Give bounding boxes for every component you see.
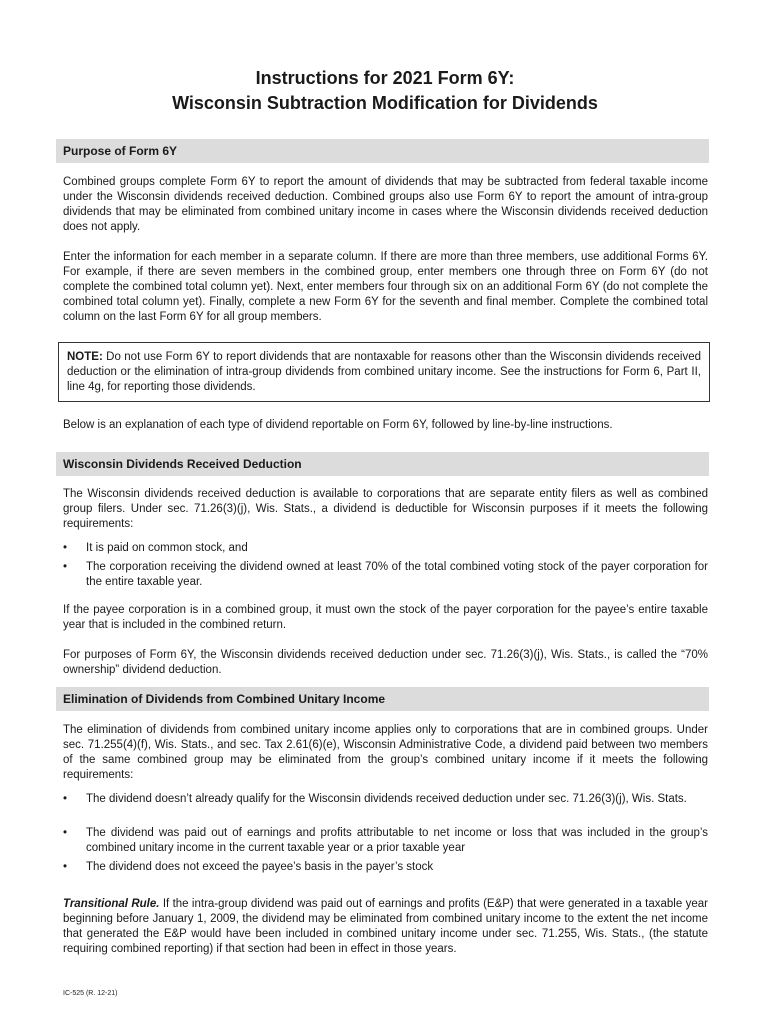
drd-paragraph-2: If the payee corporation is in a combined group, it must own the stock of the payer corporation for the payee’s entire taxable year that is included in the combined return.: [63, 604, 708, 631]
note-label: NOTE:: [67, 351, 103, 363]
document-title-line1: Instructions for 2021 Form 6Y:: [255, 68, 515, 88]
list-item: [63, 826, 708, 856]
list-item-text: The dividend does not exceed the payee’s basis in the payer’s stock: [86, 861, 434, 873]
bullet-icon: •: [63, 542, 68, 554]
note-text: Do not use Form 6Y to report dividends that are nontaxable for reasons other than the Wisconsin dividends received deduction or the elimination of intra-group dividends from combined unitary income. See the instructions for Form 6, Part II, line 4g, for reporting those dividends.: [67, 351, 701, 393]
form-code: IC-525 (R. 12-21): [63, 990, 118, 997]
list-item: [63, 560, 708, 590]
purpose-paragraph-1: Combined groups complete Form 6Y to report the amount of dividends that may be subtracted from federal taxable income under the Wisconsin dividends received deduction. Combined groups also use Form 6Y to report the amount of intra-group dividends that may be eliminated from combined unitary income in cases where the Wisconsin dividends received deduction does not apply.: [63, 176, 708, 233]
list-item-text: The dividend doesn’t already qualify for the Wisconsin dividends received deduction under sec. 71.26(3)(j), Wis. Stats.: [86, 793, 687, 805]
drd-paragraph-3: For purposes of Form 6Y, the Wisconsin dividends received deduction under sec. 71.26(3)(j), Wis. Stats., is called the “70% ownership” dividend deduction.: [63, 649, 708, 676]
list-item: [63, 541, 708, 556]
section-heading-purpose: Purpose of Form 6Y: [56, 139, 709, 163]
section-heading-drd: Wisconsin Dividends Received Deduction: [56, 452, 709, 476]
document-title-line2: Wisconsin Subtraction Modification for Dividends: [172, 93, 598, 113]
list-item: [63, 792, 708, 807]
section-heading-elimination: Elimination of Dividends from Combined Unitary Income: [56, 687, 709, 711]
list-item-text: It is paid on common stock, and: [86, 542, 248, 554]
elim-paragraph-1: The elimination of dividends from combined unitary income applies only to corporations that are in combined groups. Under sec. 71.255(4)(f), Wis. Stats., and sec. Tax 2.61(6)(e), Wisconsin Administrative Code, a dividend paid between two members of the same combined group may be eliminated from the group’s combined unitary income if it meets the following requirements:: [63, 724, 708, 781]
drd-paragraph-1: The Wisconsin dividends received deduction is available to corporations that are separate entity filers as well as combined group filers. Under sec. 71.26(3)(j), Wis. Stats., a dividend is deductible for Wisconsin purposes if it meets the following requirements:: [63, 488, 708, 530]
list-item-text: The corporation receiving the dividend owned at least 70% of the total combined voting stock of the payer corporation for the entire taxable year.: [86, 561, 708, 588]
note-box: [58, 342, 710, 402]
purpose-paragraph-2: Enter the information for each member in a separate column. If there are more than three members, use additional Forms 6Y. For example, if there are seven members in the combined group, enter members one through three on Form 6Y (do not complete the combined total column yet). Next, enter members four through six on an additional Form 6Y (do not complete the combined total column yet). Finally, complete a new Form 6Y for the seventh and final member. Complete the combined total column on the last Form 6Y for all group members.: [63, 251, 708, 323]
transitional-rule-paragraph: [63, 897, 708, 957]
bullet-icon: •: [63, 561, 68, 573]
bullet-icon: •: [63, 827, 68, 839]
purpose-paragraph-3: Below is an explanation of each type of dividend reportable on Form 6Y, followed by line-by-line instructions.: [63, 419, 613, 431]
transitional-rule-text: If the intra-group dividend was paid out of earnings and profits (E&P) that were generated in a taxable year beginning before January 1, 2009, the dividend may be eliminated from combined unitary income to the extent the net income that generated the E&P would have been included in combined unitary income under sec. 71.255, Wis. Stats., (the statute requiring combined reporting) if that section had been in effect in those years.: [63, 898, 708, 955]
list-item-text: The dividend was paid out of earnings and profits attributable to net income or loss that was included in the group’s combined unitary income in the current taxable year or a prior taxable year: [86, 827, 708, 854]
transitional-rule-label: Transitional Rule.: [63, 898, 160, 910]
list-item: [63, 860, 708, 875]
bullet-icon: •: [63, 861, 68, 873]
bullet-icon: •: [63, 793, 68, 805]
